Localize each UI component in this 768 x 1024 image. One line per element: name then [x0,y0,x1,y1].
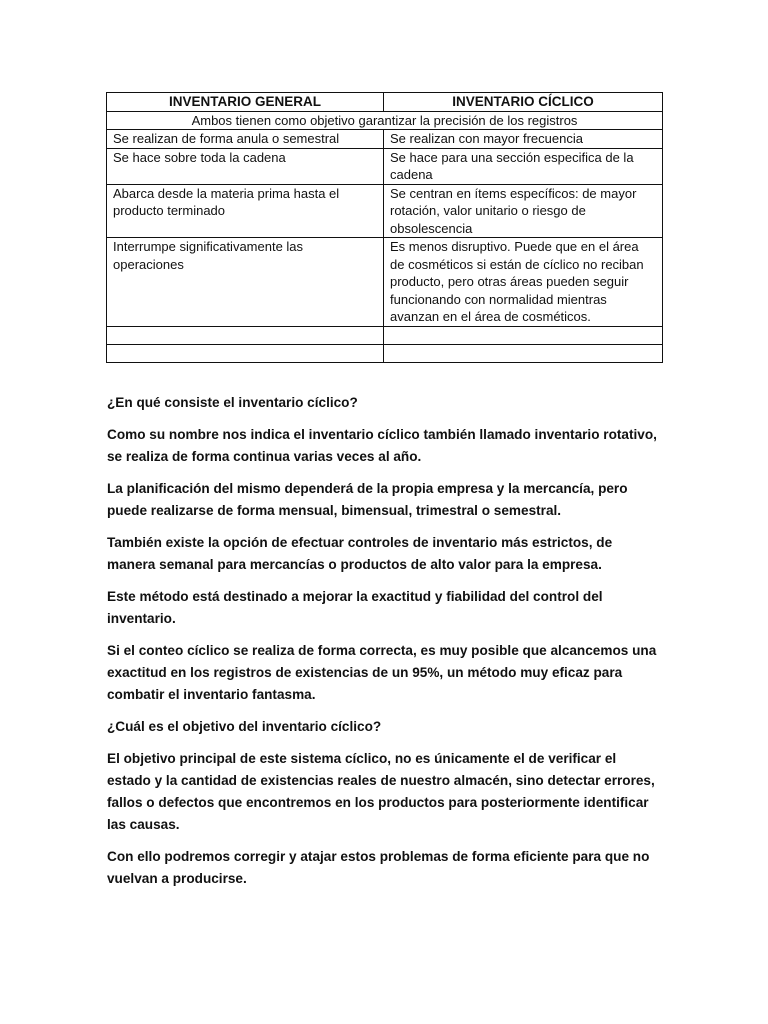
common-objective-cell: Ambos tienen como objetivo garantizar la precisión de los registros [107,111,663,130]
paragraph: La planificación del mismo dependerá de la propia empresa y la mercancía, pero puede realizarse de forma mensual, bimensual, trimestral o semestral. [107,481,628,518]
empty-cell [107,344,384,362]
paragraph: Con ello podremos corregir y atajar estos problemas de forma eficiente para que no vuelvan a producirse. [107,849,650,886]
table-cell: Abarca desde la materia prima hasta el producto terminado [107,184,384,238]
table-row [107,238,663,327]
paragraph: Este método está destinado a mejorar la exactitud y fiabilidad del control del inventario. [107,589,603,626]
paragraph: Como su nombre nos indica el inventario cíclico también llamado inventario rotativo, se realiza de forma continua varias veces al año. [107,427,657,464]
table-header-row [107,93,663,112]
table-empty-row [107,344,663,362]
empty-cell [107,326,384,344]
table-cell: Se hace sobre toda la cadena [107,148,384,184]
header-ciclico: INVENTARIO CÍCLICO [384,93,663,112]
table-cell: Se realizan con mayor frecuencia [384,130,663,149]
table-empty-row [107,326,663,344]
table-cell: Es menos disruptivo. Puede que en el área de cosméticos si están de cíclico no reciban producto, pero otras áreas pueden seguir funcionando con normalidad mientras avanzan en el área de cosméticos. [384,238,663,327]
paragraph: También existe la opción de efectuar controles de inventario más estrictos, de manera semanal para mercancías o productos de alto valor para la empresa. [107,535,613,572]
table-row [107,148,663,184]
paragraph: Si el conteo cíclico se realiza de forma correcta, es muy posible que alcancemos una exactitud en los registros de existencias de un 95%, un método muy eficaz para combatir el inventario fantasma. [107,643,657,702]
table-row [107,184,663,238]
header-general: INVENTARIO GENERAL [107,93,384,112]
table-cell: Interrumpe significativamente las operaciones [107,238,384,327]
question-heading: ¿En qué consiste el inventario cíclico? [107,395,358,410]
table-cell: Se realizan de forma anula o semestral [107,130,384,149]
table-cell: Se centran en ítems específicos: de mayor rotación, valor unitario o riesgo de obsolescencia [384,184,663,238]
empty-cell [384,326,663,344]
paragraph: El objetivo principal de este sistema cíclico, no es únicamente el de verificar el estado y la cantidad de existencias reales de nuestro almacén, sino detectar errores, fallos o defectos que encontremos en los productos para posteriormente identificar las causas. [107,751,655,832]
table-common-row [107,111,663,130]
body-text [107,392,663,900]
table-row [107,130,663,149]
empty-cell [384,344,663,362]
comparison-table [106,92,663,363]
question-heading: ¿Cuál es el objetivo del inventario cíclico? [107,719,382,734]
table-cell: Se hace para una sección especifica de la cadena [384,148,663,184]
